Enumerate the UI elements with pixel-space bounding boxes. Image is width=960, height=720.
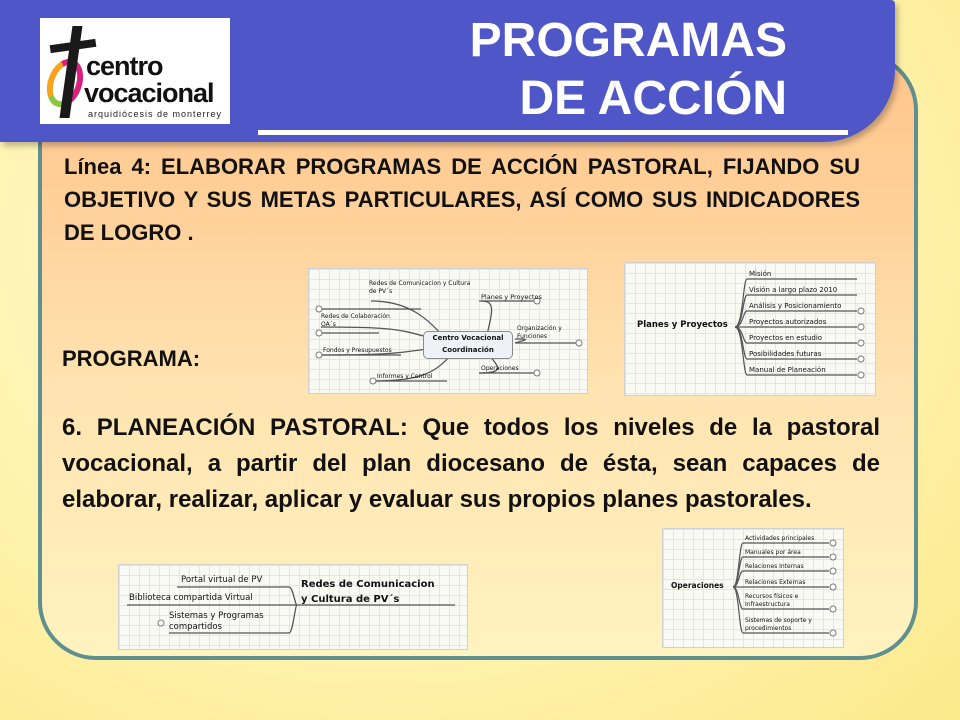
title-line2: DE ACCIÓN xyxy=(519,72,787,125)
logo-word1: centro xyxy=(86,51,163,81)
planes-item: Análisis y Posicionamiento xyxy=(749,302,842,310)
redes-item: Sistemas y Programas compartidos xyxy=(169,611,264,632)
planes-item: Proyectos en estudio xyxy=(749,334,823,342)
redes-center-line2: y Cultura de PV´s xyxy=(301,594,400,605)
operaciones-item: Actividades principales xyxy=(745,535,815,542)
mindmap-planes-proyectos xyxy=(624,262,876,396)
redes-center-line1: Redes de Comunicacion xyxy=(301,579,435,590)
logo-word2: vocacional xyxy=(84,78,214,108)
planes-center-label: Planes y Proyectos xyxy=(637,320,728,330)
planes-item: Manual de Planeación xyxy=(749,366,826,374)
center-node-line1: Centro Vocacional xyxy=(432,334,504,342)
title-banner xyxy=(0,0,895,142)
branch-label: Informes y Control xyxy=(377,373,433,380)
redes-item: Portal virtual de PV xyxy=(181,575,263,585)
planes-item: Visión a largo plazo 2010 xyxy=(749,286,838,294)
branch-label: Operaciones xyxy=(481,365,519,372)
operaciones-item: Manuales por área xyxy=(745,549,801,556)
mindmap-redes xyxy=(118,564,468,650)
operaciones-item: Relaciones Externas xyxy=(745,579,806,586)
mindmap-centro-vocacional xyxy=(308,268,588,394)
center-node-line2: Coordinación xyxy=(442,346,494,354)
logo-subtitle: arquidiócesis de monterrey xyxy=(88,109,223,119)
operaciones-center-label: Operaciones xyxy=(671,581,724,590)
branch-label: Organización y Funciones xyxy=(517,325,562,340)
logo xyxy=(40,18,230,124)
branch-label: Redes de Comunicacion y Cultura de PV´s xyxy=(369,280,471,295)
branch-label: Planes y Proyectos xyxy=(481,293,542,301)
planes-item: Posibilidades futuras xyxy=(749,350,822,358)
branch-label: Redes de Colaboración OA´s xyxy=(321,313,390,328)
mindmap-operaciones xyxy=(662,528,844,648)
branch-label: Fondos y Presupuestos xyxy=(323,347,392,354)
planes-item: Misión xyxy=(749,270,772,278)
programa-label: PROGRAMA: xyxy=(62,346,201,371)
title-underline xyxy=(258,130,848,135)
mindmap-redes-lines xyxy=(119,565,467,649)
operaciones-item: Sistemas de soporte y procedimientos xyxy=(745,617,812,632)
operaciones-item: Relaciones Internas xyxy=(745,563,804,570)
linea-text: Línea 4: ELABORAR PROGRAMAS DE ACCIÓN PASTORAL, FIJANDO SU OBJETIVO Y SUS METAS PARTICULARES, ASÍ COMO SUS INDICADORES DE LOGRO . xyxy=(64,154,860,245)
redes-item: Biblioteca compartida Virtual xyxy=(129,593,253,603)
mindmap-center-node xyxy=(423,331,513,359)
title-line1: PROGRAMAS xyxy=(469,14,787,67)
page-title xyxy=(470,12,787,128)
planes-item: Proyectos autorizados xyxy=(749,318,827,326)
program-description: 6. PLANEACIÓN PASTORAL: Que todos los niveles de la pastoral vocacional, a partir del plan diocesano de ésta, sean capaces de elaborar, realizar, aplicar y evaluar sus propios planes pastorales. xyxy=(62,414,880,513)
operaciones-item: Recursos físicos e Infraestructura xyxy=(745,593,799,608)
